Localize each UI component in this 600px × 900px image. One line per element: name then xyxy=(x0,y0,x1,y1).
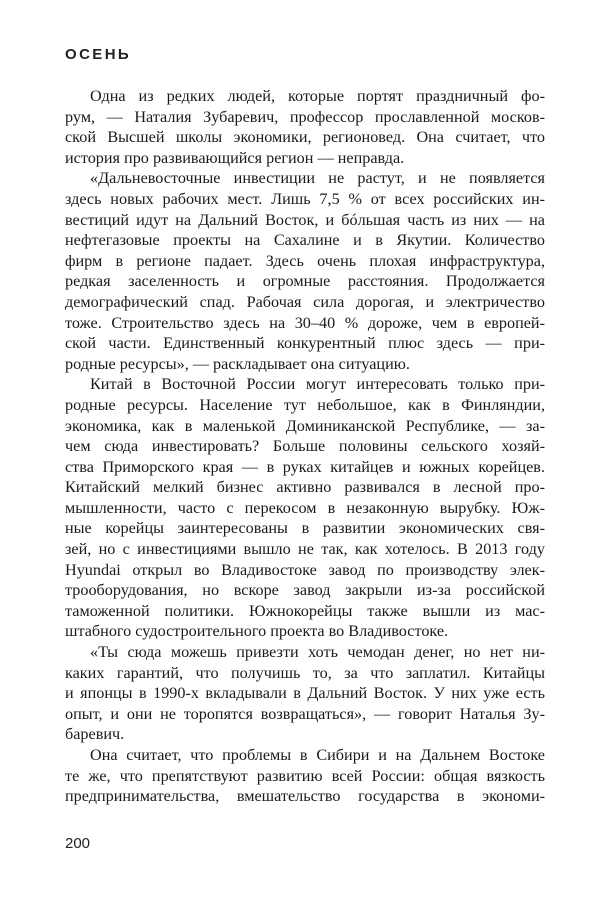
text-line: баревич. xyxy=(65,725,125,744)
text-line: ства Приморского края — в руках китайцев и южных корейцев. xyxy=(65,457,545,476)
text-line: «Ты сюда можешь привезти хоть чемодан денег, но нет ни- xyxy=(90,643,545,662)
text-line: трооборудования, но вскоре завод закрыли из-за российской xyxy=(65,581,545,600)
text-line: те же, что препятствуют развитию всей России: общая вязкость xyxy=(65,766,545,785)
text-line: рум, — Наталия Зубаревич, профессор прославленной москов- xyxy=(65,107,545,126)
text-line: родные ресурсы», — раскладывает она ситуацию. xyxy=(65,354,410,373)
text-line: Одна из редких людей, которые портят праздничный фо- xyxy=(90,87,545,105)
text-line: мышленности, часто с перекосом в незаконную вырубку. Юж- xyxy=(65,498,545,517)
paragraph xyxy=(65,374,545,642)
running-title: ОСЕНЬ xyxy=(65,46,132,63)
text-line: и японцы в 1990-х вкладывали в Дальний Восток. У них уже есть xyxy=(65,684,545,703)
text-line: родные ресурсы. Население тут небольшое, как в Финляндии, xyxy=(65,395,545,414)
page-number: 200 xyxy=(65,835,91,852)
text-line: опыт, и они не торопятся возвращаться», — говорит Наталья Зу- xyxy=(65,704,545,723)
text-line: вестиций идут на Дальний Восток, и бóльшая часть из них — на xyxy=(65,210,545,229)
text-line: фирм в регионе падает. Здесь очень плохая инфраструктура, xyxy=(65,251,545,270)
text-line: чем сюда инвестировать? Больше половины сельского хозяй- xyxy=(65,437,545,456)
text-line: «Дальневосточные инвестиции не растут, и не появляется xyxy=(90,169,545,188)
text-line: экономика, как в маленькой Доминиканской Республике, — за- xyxy=(65,416,545,435)
text-line: Китай в Восточной России могут интересовать только при- xyxy=(90,375,545,394)
text-line: Она считает, что проблемы в Сибири и на Дальнем Востоке xyxy=(90,746,545,764)
paragraph xyxy=(65,745,545,807)
text-line: предпринимательства, вмешательство государства в экономи- xyxy=(65,787,545,806)
text-line: ской Высшей школы экономики, регионовед. Она считает, что xyxy=(65,128,545,147)
text-line: история про развивающийся регион — неправда. xyxy=(65,148,405,167)
text-line: редкая заселенность и огромные расстояния. Продолжается xyxy=(65,272,545,291)
text-line: зей, но с инвестициями вышло не так, как хотелось. В 2013 году xyxy=(65,540,545,559)
text-line: нефтегазовые проекты на Сахалине и в Якутии. Количество xyxy=(65,231,545,250)
text-line: ные корейцы заинтересованы в развитии экономических свя- xyxy=(65,519,545,538)
text-line: Китайский мелкий бизнес активно развивался в лесной про- xyxy=(65,478,545,497)
body-text xyxy=(65,86,545,807)
text-line: здесь новых рабочих мест. Лишь 7,5 % от всех российских ин- xyxy=(65,189,545,208)
text-line: демографический спад. Рабочая сила дорогая, и электричество xyxy=(65,292,545,311)
text-line: Hyundai открыл во Владивостоке завод по производству элек- xyxy=(65,560,545,579)
text-line: штабного судостроительного проекта во Владивостоке. xyxy=(65,622,449,641)
text-line: таможенной политики. Южнокорейцы также вышли из мас- xyxy=(65,601,545,620)
text-line: ской части. Единственный конкурентный плюс здесь — при- xyxy=(65,334,545,353)
paragraph xyxy=(65,86,545,168)
text-line: каких гарантий, что получишь то, за что заплатил. Китайцы xyxy=(65,663,545,682)
paragraph xyxy=(65,168,545,374)
paragraph xyxy=(65,642,545,745)
text-line: тоже. Строительство здесь на 30–40 % дороже, чем в европей- xyxy=(65,313,545,332)
